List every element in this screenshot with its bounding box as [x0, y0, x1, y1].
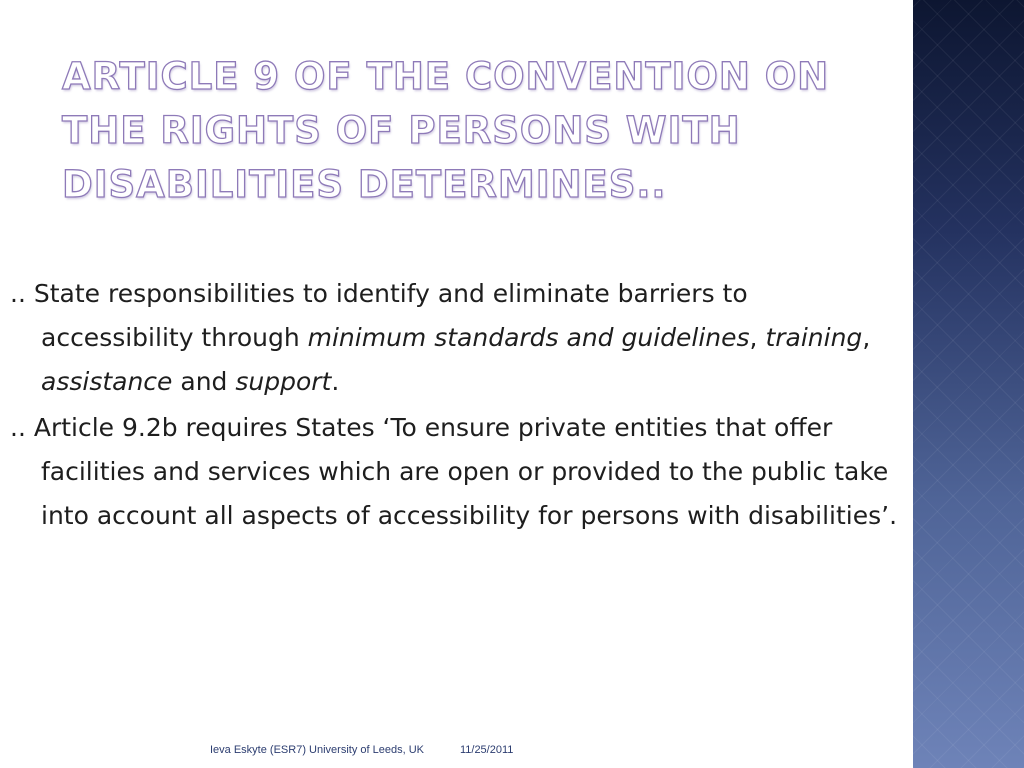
emphasis-support: support	[235, 367, 332, 396]
paragraph-1-text: .. State responsibilities to identify and eliminate barriers to accessibility through	[10, 279, 748, 352]
slide-body	[10, 272, 905, 540]
emphasis-training: training	[765, 323, 863, 352]
separator-text: ,	[749, 323, 766, 352]
emphasis-assistance: assistance	[41, 367, 173, 396]
paragraph-1-end: .	[331, 367, 340, 396]
emphasis-minimum-standards: minimum standards and guidelines	[307, 323, 750, 352]
bullet-paragraph-1	[10, 272, 905, 404]
decorative-side-panel	[913, 0, 1024, 768]
footer-date: 11/25/2011	[459, 744, 514, 756]
slide-title: ARTICLE 9 OF THE CONVENTION ON THE RIGHTS OF PERSONS WITH DISABILITIES DETERMINES..	[62, 55, 830, 206]
separator-text: ,	[862, 323, 871, 352]
separator-text: and	[172, 367, 236, 396]
footer-author: Ieva Eskyte (ESR7) University of Leeds, UK	[210, 744, 424, 756]
slide-footer	[210, 744, 513, 756]
bullet-paragraph-2: .. Article 9.2b requires States ‘To ensure private entities that offer facilities and services which are open or provided to the public take into account all aspects of accessibility for persons with disabilities’.	[10, 413, 898, 530]
